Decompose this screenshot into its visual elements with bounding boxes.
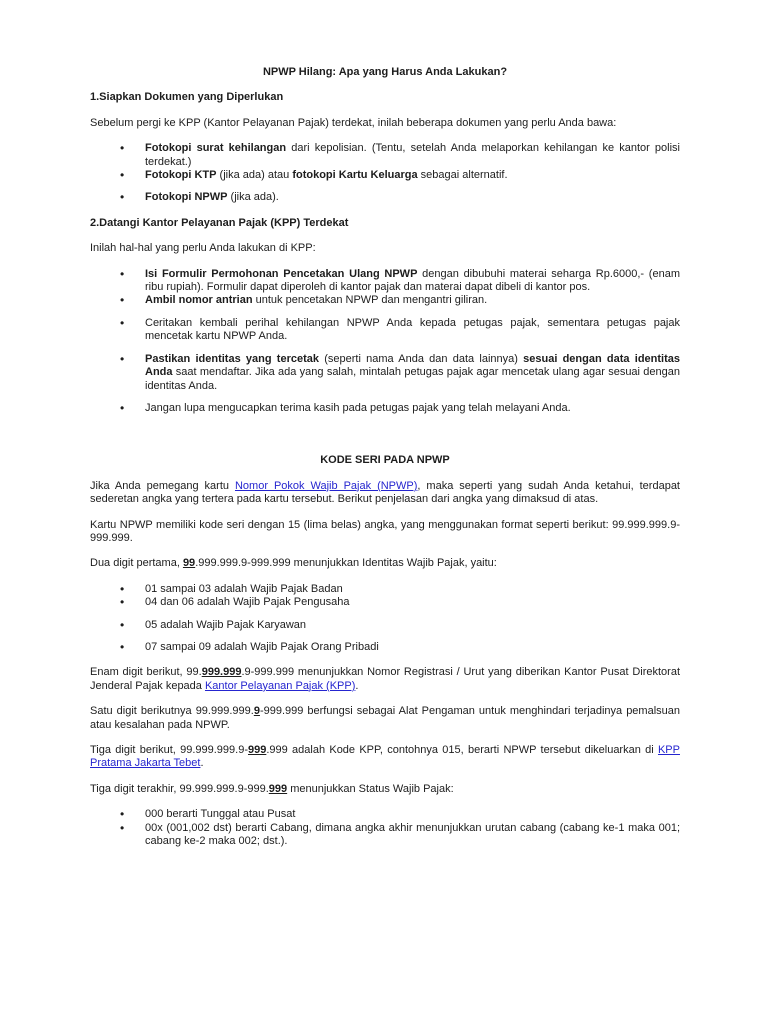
bullet-list [90,142,680,205]
bullet-item [145,596,680,609]
text-run: sesuai dengan data identitas Anda [145,352,680,379]
text-run: Kartu NPWP memiliki kode seri dengan 15 (lima belas) angka, yang menggunakan format seperti berikut: 99.999.999.9-999.999. [90,518,680,544]
text-run: saat mendaftar. Jika ada yang salah, mintalah petugas pajak agar mencetak ulang agar sesuai dengan identitas Anda. [145,366,680,392]
section-heading [90,217,680,230]
text-run: (jika ada). [227,191,279,204]
text-run: 1.Siapkan Dokumen yang Diperlukan [90,91,284,104]
text-run: . [200,757,204,770]
hyperlink[interactable]: Nomor Pokok Wajib Pajak (NPWP) [234,479,418,492]
text-run: Tiga digit berikut, 99.999.999.9- [90,744,248,756]
text-run: 05 adalah Wajib Pajak Karyawan [145,618,307,631]
bullet-item [145,402,680,415]
text-run: 04 dan 06 adalah Wajib Pajak Pengusaha [145,596,350,609]
text-run: -999.999 berfungsi sebagai Alat Pengaman untuk menghindari terjadinya pemalsuan atau kesalahan pada NPWP. [90,705,681,731]
text-run: Inilah hal-hal yang perlu Anda lakukan di KPP: [90,242,316,255]
text-run: untuk pencetakan NPWP dan mengantri giliran. [252,294,488,307]
bullet-list [90,268,680,416]
text-run: 000 berarti Tunggal atau Pusat [145,808,296,821]
section-heading [90,454,680,467]
paragraph [90,783,680,796]
text-run: 2.Datangi Kantor Pelayanan Pajak (KPP) Terdekat [90,216,349,229]
text-run: Dua digit pertama, [90,557,183,570]
bullet-list [90,808,680,848]
bullet-item [145,808,680,821]
text-run: sebagai alternatif. [417,169,508,182]
text-run: Fotokopi NPWP [145,191,228,204]
paragraph [90,117,680,130]
text-run: .9-999.999 menunjukkan Nomor Registrasi / Urut yang diberikan Kantor Pusat Direktorat Jenderal Pajak kepada [90,666,681,692]
paragraph [90,557,680,570]
paragraph [90,705,680,732]
bullet-item [145,142,680,169]
bullet-list [90,583,680,655]
bullet-item [145,619,680,632]
text-run: fotokopi Kartu Keluarga [292,169,418,182]
text-run: 99 [182,557,196,570]
paragraph [90,519,680,546]
bullet-item [145,317,680,344]
text-run: KODE SERI PADA NPWP [320,454,450,467]
text-run: 01 sampai 03 adalah Wajib Pajak Badan [145,582,343,595]
bullet-item [145,294,680,307]
text-run: 00x (001,002 dst) berarti Cabang, dimana angka akhir menunjukkan urutan cabang (cabang ke-1 maka 001; cabang ke-2 maka 002; dst.). [145,821,680,848]
text-run: dengan dibubuhi materai seharga Rp.6000,- (enam ribu rupiah). Formulir dapat diperoleh di kantor pajak dan materai dapat dibeli di kantor pos. [145,267,680,294]
text-run: 999.999 [201,666,242,679]
text-run: Enam digit berikut, 99. [90,666,202,679]
text-run: .999.999.9-999.999 menunjukkan Identitas Wajib Pajak, yaitu: [195,557,497,570]
bullet-item [145,641,680,654]
bullet-item [145,191,680,204]
text-run: 07 sampai 09 adalah Wajib Pajak Orang Pribadi [145,640,379,653]
text-run: Isi Formulir Permohonan Pencetakan Ulang NPWP [145,267,418,280]
text-run: (jika ada) atau [216,169,293,182]
paragraph [90,744,680,771]
section-heading [90,91,680,104]
doc-title: NPWP Hilang: Apa yang Harus Anda Lakukan? [262,66,508,78]
text-run: .999 adalah Kode KPP, contohnya 015, berarti NPWP tersebut dikeluarkan di [266,744,658,756]
bullet-item [145,822,680,849]
text-run: Ceritakan kembali perihal kehilangan NPWP Anda kepada petugas pajak, sementara petugas pajak mencetak kartu NPWP Anda. [145,316,680,343]
bullet-item [145,353,680,393]
paragraph [90,480,680,507]
text-run: 999 [247,744,267,756]
text-run: menunjukkan Status Wajib Pajak: [287,782,454,795]
bullet-item [145,169,680,182]
text-run: Tiga digit terakhir, 99.999.999.9-999. [90,782,269,795]
text-run: Pastikan identitas yang tercetak [145,352,320,365]
paragraph [90,242,680,255]
paragraph [90,666,680,693]
text-run: , maka seperti yang sudah Anda ketahui, terdapat sederetan angka yang tertera pada kartu tersebut. Berikut penjelasan dari angka yang dimaksud di atas. [90,479,680,506]
text-run: Fotokopi surat kehilangan [145,142,287,155]
text-run: Sebelum pergi ke KPP (Kantor Pelayanan Pajak) terdekat, inilah beberapa dokumen yang perlu Anda bawa: [90,116,617,129]
text-run: dari kepolisian. (Tentu, setelah Anda melaporkan kehilangan ke kantor polisi terdekat.) [145,142,680,168]
text-run: Ambil nomor antrian [145,294,253,307]
text-run: . [355,679,359,692]
text-run: Satu digit berikutnya 99.999.999. [90,705,254,718]
bullet-item [145,268,680,295]
text-run: 9 [253,705,260,718]
text-run: Jika Anda pemegang kartu [90,479,235,492]
text-run: (seperti nama Anda dan data lainnya) [319,352,524,365]
hyperlink[interactable]: Kantor Pelayanan Pajak (KPP) [204,679,356,692]
text-run: Fotokopi KTP [145,169,217,182]
bullet-item [145,583,680,596]
text-run: Jangan lupa mengucapkan terima kasih pada petugas pajak yang telah melayani Anda. [145,401,571,414]
hyperlink[interactable]: KPP Pratama Jakarta Tebet [90,744,680,770]
text-run: 999 [268,782,288,795]
